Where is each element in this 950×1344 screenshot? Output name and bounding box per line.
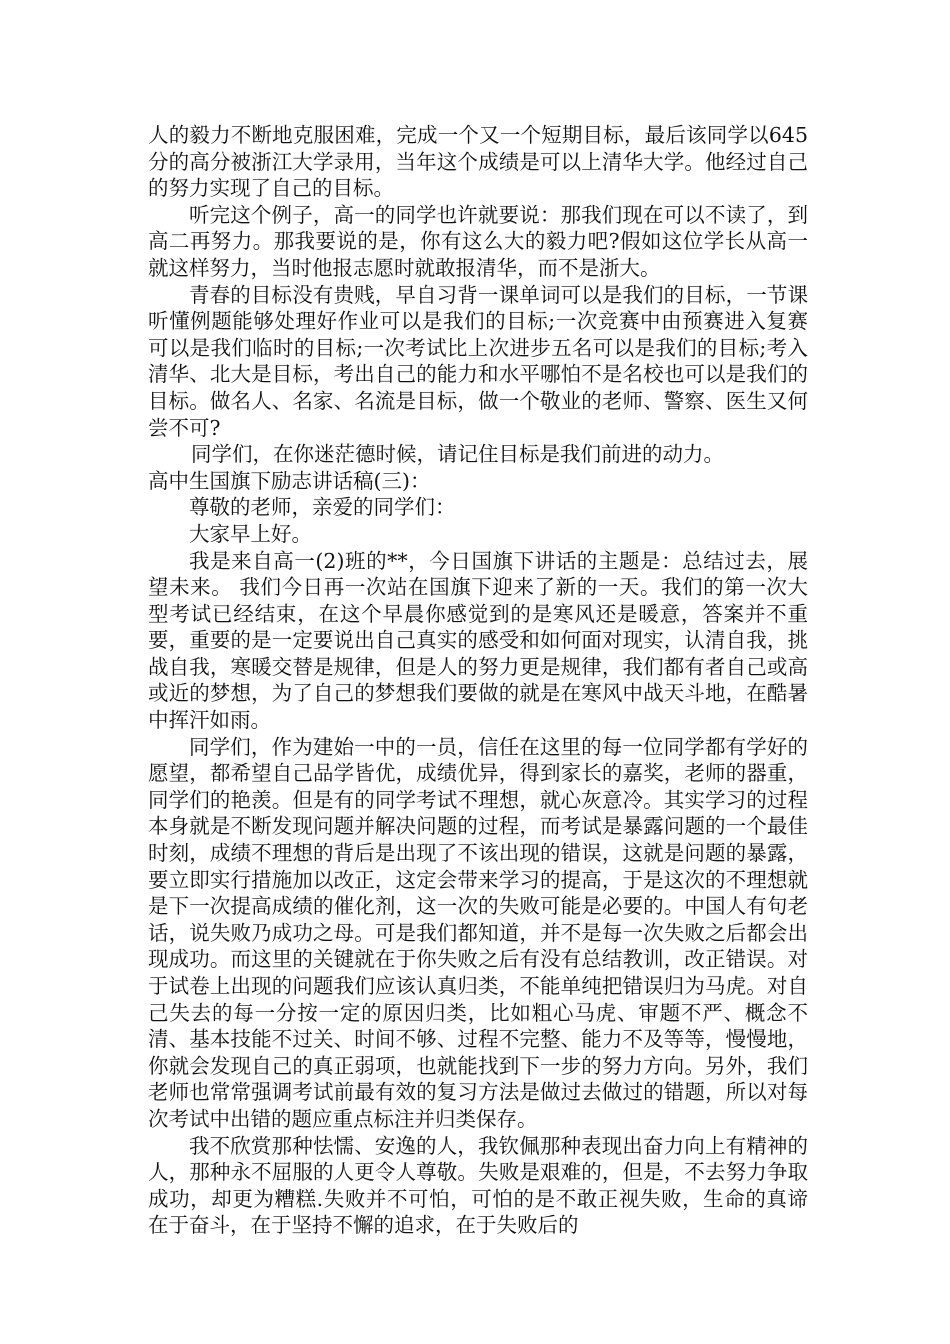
paragraph-perseverance: 我不欣赏那种怯懦、安逸的人，我钦佩那种表现出奋力向上有精神的人，那种永不屈服的人更令人尊敬。失败是艰难的，但是，不去努力争取成功，却更为糟糕.失败并不可怕，可怕的是不敢正视失败，生命的真谛在于奋斗，在于坚持不懈的追求，在于失败后的 (148, 1133, 808, 1238)
paragraph-example-response: 听完这个例子，高一的同学也许就要说：那我们现在可以不读了，到高二再努力。那我要说的是，你有这么大的毅力吧?假如这位学长从高一就这样努力，当时他报志愿时就敢报清华，而不是浙大。 (148, 202, 808, 280)
salutation: 尊敬的老师，亲爱的同学们： (189, 495, 456, 520)
paragraph-exam-reflection: 同学们，作为建始一中的一员，信任在这里的每一位同学都有学好的愿望，都希望自己品学皆优，成绩优异，得到家长的嘉奖，老师的器重，同学们的艳羡。但是有的同学考试不理想，就心灰意冷。其实学习的过程本身就是不断发现问题并解决问题的过程，而考试是暴露问题的一个最佳时刻，成绩不理想的背后是出现了不该出现的错误，这就是问题的暴露，要立即实行措施加以改正，这定会带来学习的提高，于是这次的不理想就是下一次提高成绩的催化剂，这一次的失败可能是必要的。中国人有句老话，说失败乃成功之母。可是我们都知道，并不是每一次失败之后都会出现成功。而这里的关键就在于你失败之后有没有总结教训，改正错误。对于试卷上出现的问题我们应该认真归类，不能单纯把错误归为马虎。对自己失去的每一分按一定的原因归类，比如粗心马虎、审题不严、概念不清、基本技能不过关、时间不够、过程不完整、能力不及等等，慢慢地，你就会发现自己的真正弱项，也就能找到下一步的努力方向。另外，我们老师也常常强调考试前最有效的复习方法是做过去做过的错题，所以对每次考试中出错的题应重点标注并归类保存。 (148, 734, 808, 1131)
document-page (148, 122, 808, 1239)
greeting: 大家早上好。 (189, 521, 312, 546)
section-heading: 高中生国旗下励志讲话稿(三)： (148, 468, 431, 493)
paragraph-youth-goals: 青春的目标没有贵贱，早自习背一课单词可以是我们的目标，一节课听懂例题能够处理好作业可以是我们的目标;一次竞赛中由预赛进入复赛可以是我们临时的目标;一次考试比上次进步五名可以是我们的目标;考入清华、北大是目标，考出自己的能力和水平哪怕不是名校也可以是我们的目标。做名人、名家、名流是目标，做一个敬业的老师、警察、医生又何尝不可? (148, 282, 808, 440)
paragraph-speech-intro: 我是来自高一(2)班的**，今日国旗下讲话的主题是：总结过去，展望未来。 我们今日再一次站在国旗下迎来了新的一天。我们的第一次大型考试已经结束，在这个早晨你感觉到的是寒风还是暖意，答案并不重要，重要的是一定要说出自己真实的感受和如何面对现实，认清自我，挑战自我，寒暖交替是规律，但是人的努力更是规律，我们都有者自己或高或近的梦想，为了自己的梦想我们要做的就是在寒风中战天斗地，在酷暑中挥汗如雨。 (148, 548, 808, 733)
paragraph-goal-motivation: 同学们，在你迷茫德时候，请记住目标是我们前进的动力。 (191, 442, 725, 467)
paragraph-continuation: 人的毅力不断地克服困难，完成一个又一个短期目标，最后该同学以645分的高分被浙江大学录用，当年这个成绩是可以上清华大学。他经过自己的努力实现了自己的目标。 (148, 123, 808, 201)
